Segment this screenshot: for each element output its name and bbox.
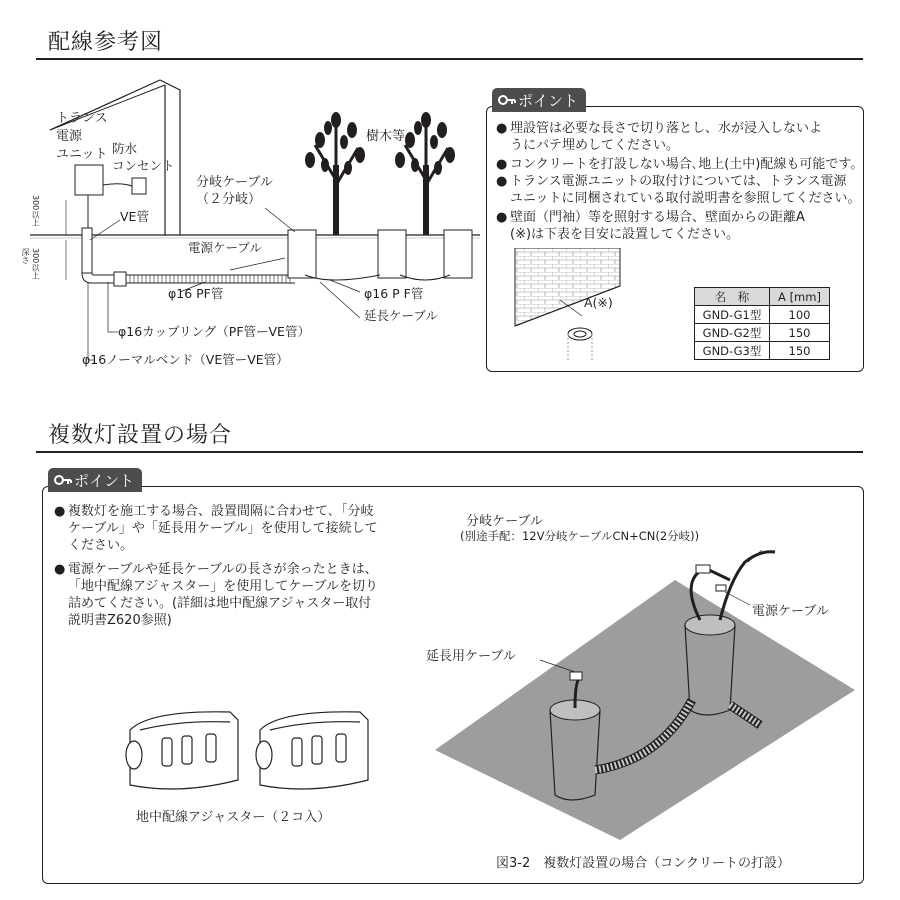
depth-label-bottom-a: 深さ [21,248,30,264]
distance-label: A(※) [584,295,613,310]
depth-label-bottom-b: 300以上 [31,248,40,280]
bullet-icon: ● [496,157,508,172]
point1-item: ● 壁面（門袖）等を照射する場合、壁面からの距離A (※)は下表を目安に設置してください。 [496,210,805,242]
point2-item: ● 複数灯を施工する場合、設置間隔に合わせて､「分岐 ケーブル」や「延長用ケーブル」を使用して接続して ください。 [54,504,378,553]
table-row: GND-G1型 100 [695,306,830,324]
spec-header: 名 称 [695,288,770,306]
extension-cable-label: 延長ケーブル [364,308,438,323]
table-row: GND-G3型 150 [695,342,830,360]
bend-label: φ16ノーマルベンド（VE管ーVE管） [82,352,289,367]
bullet-icon: ● [54,562,66,577]
branch-cable-label: 分岐ケーブル （２分岐） [196,175,273,207]
section-rule [36,58,863,60]
section-title-wiring: 配線参考図 [48,30,164,55]
key-icon [54,472,72,488]
point-tab-2 [48,468,142,492]
point2-item: ● 電源ケーブルや延長ケーブルの長さが余ったときは、 「地中配線アジャスター」を使用してケーブルを切り 詰めてください。(詳細は地中配線アジャスター取付 説明書Z620参照) [54,562,379,628]
figure-caption: 図3-2 複数灯設置の場合（コンクリートの打設） [496,856,790,871]
outlet-label: 防水 コンセント [112,141,175,173]
branch-cable-sub: (別途手配：12V分岐ケーブルCN+CN(2分岐)) [460,529,700,543]
power-cable-label: 電源ケーブル [188,240,262,255]
table-row: GND-G2型 150 [695,324,830,342]
pf-pipe-left-label: φ16 PF管 [168,286,224,301]
trees-label: 樹木等 [366,129,406,144]
extension-cable-label-2: 延長用ケーブル [426,649,516,664]
spec-table [694,287,830,360]
adjuster-left [126,712,238,789]
transformer-label: トランス 電源 ユニット [56,111,108,162]
point1-item: ● トランス電源ユニットの取付けについては、トランス電源 ユニットに同梱されている取付説明書を参照してください。 [496,174,861,206]
transformer-box [75,165,103,195]
spec-header: A [mm] [770,288,830,306]
point-tab-label: ポイント [74,471,135,490]
section-title-multi: 複数灯設置の場合 [48,423,233,448]
point1-item: ● 埋設管は必要な長さで切り落とし、水が浸入しないよ うにパテ埋めしてください。 [496,121,823,153]
ve-pipe-label: VE管 [120,209,149,224]
branch-cable-label-2: 分岐ケーブル [466,514,543,529]
multi-light-illustration [430,540,860,850]
adjuster-illustration [120,700,380,800]
section-rule [36,451,863,453]
point1-item: ● コンクリートを打設しない場合､地上(土中)配線も可能です。 [496,157,864,172]
bullet-icon: ● [496,121,508,136]
bullet-icon: ● [54,504,66,519]
bullet-icon: ● [496,210,508,225]
adjuster-caption: 地中配線アジャスター（２コ入） [136,810,331,825]
depth-label-top: 300以上 [31,195,40,227]
adjuster-right [256,712,368,789]
bullet-icon: ● [496,174,508,189]
tree-left [305,112,365,235]
point-tab-label: ポイント [518,91,579,110]
power-cable-label-2: 電源ケーブル [752,604,829,619]
pf-pipe-right-label: φ16 P F管 [364,286,424,301]
outlet-box [132,178,146,194]
point-tab-1 [492,88,586,112]
coupling-label: φ16カップリング（PF管ーVE管） [118,324,310,339]
key-icon [498,92,516,108]
